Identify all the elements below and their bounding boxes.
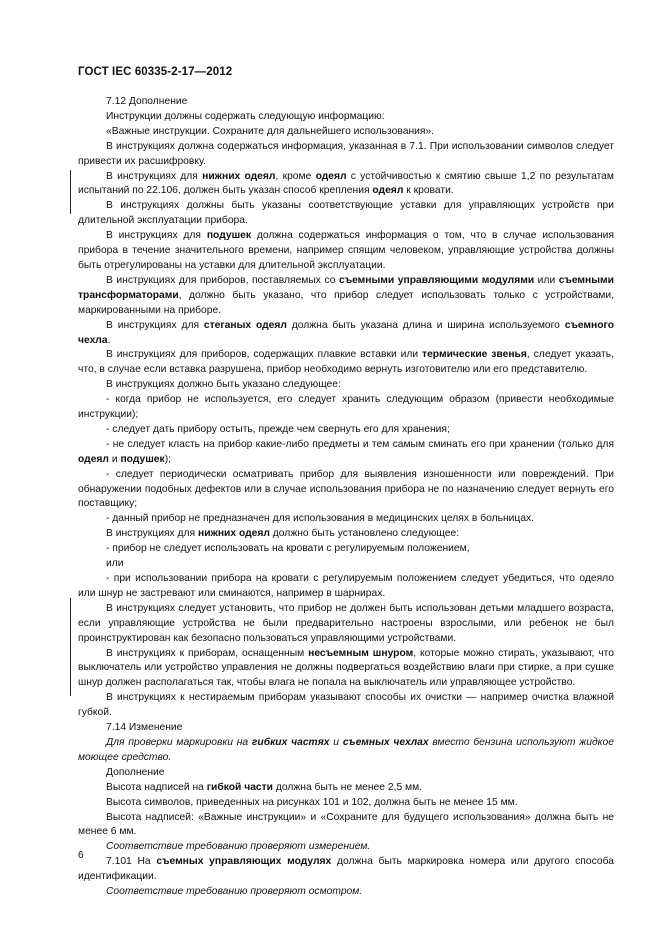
document-header: ГОСТ IEC 60335-2-17—2012 xyxy=(78,66,233,78)
paragraph: или xyxy=(106,558,124,570)
paragraph: Для проверки маркировки на гибких частях и съемных чехлах вместо бензина используют жидкое моющее средство. xyxy=(78,736,615,763)
paragraph: «Важные инструкции. Сохраните для дальнейшего использования». xyxy=(106,125,435,137)
paragraph: В инструкциях для приборов, поставляемых со съемными управляющими модулями или съемными трансформаторами, должно быть указано, что прибор следует использовать только с устройствами, маркированными на приборе. xyxy=(78,274,614,316)
list-item: - не следует класть на прибор какие-либо предметы и тем самым сминать его при хранении (только для одеял и подушек); xyxy=(78,438,614,465)
paragraph: Высота надписей: «Важные инструкции» и «Сохраните для будущего использования» должна быть не менее 6 мм. xyxy=(78,811,614,838)
section-heading: 7.14 Изменение xyxy=(106,722,183,734)
list-item: - при использовании прибора на кровати с регулируемым положением следует убедиться, что одеяло или шнур не застревают или сминаются, например в шарнирах. xyxy=(78,573,614,599)
paragraph: В инструкциях следует установить, что прибор не должен быть использован детьми младшего возраста, если управляющие устройства не были предварительно настроены взрослыми, или ребенок не был проинструктирован как безопасно пользоваться управляющими устройствами. xyxy=(78,602,614,644)
section-heading: 7.12 Дополнение xyxy=(106,96,188,107)
document-body xyxy=(78,95,614,900)
list-item: - следует периодически осматривать прибор для выявления изношенности или повреждений. При обнаружении подобных дефектов или в случае использования прибора не по назначению следует вернуть его поставщику; xyxy=(78,468,614,510)
paragraph: В инструкциях к приборам, оснащенным несъемным шнуром, которые можно стирать, указывают, что выключатель или устройство управления не должны подвергаться воздействию влаги при стирке, а при сушке шнур должен располагаться так, чтобы влага не попала на выключатель или управляющее устройство. xyxy=(78,647,615,689)
paragraph: В инструкциях для приборов, содержащих плавкие вставки или термические звенья, следует указать, что, в случае если вставка разрушена, прибор необходимо вернуть изготовителю или его представителю. xyxy=(78,349,614,376)
paragraph: Высота символов, приведенных на рисунках 101 и 102, должна быть не менее 15 мм. xyxy=(106,796,518,808)
paragraph: Инструкции должны содержать следующую информацию: xyxy=(106,110,385,122)
paragraph: В инструкциях для подушек должна содержаться информация о том, что в случае использования прибора в течение значительного времени, например спящим человеком, управляющие устройства должны быть отрегулированы на уставки для длительной эксплуатации. xyxy=(78,230,615,271)
page-number: 6 xyxy=(78,850,84,861)
list-item: - прибор не следует использовать на кровати с регулируемым положением, xyxy=(106,543,470,555)
paragraph: Дополнение xyxy=(106,766,165,778)
paragraph: В инструкциях для нижних одеял должно быть установлено следующее: xyxy=(106,528,460,540)
paragraph: Высота надписей на гибкой части должна быть не менее 2,5 мм. xyxy=(106,781,423,793)
change-bar xyxy=(70,598,71,696)
list-item: - следует дать прибору остыть, прежде чем свернуть его для хранения; xyxy=(106,423,450,435)
paragraph: В инструкциях должна содержаться информация, указанная в 7.1. При использовании символов следует привести их расшифровку. xyxy=(78,140,614,167)
change-bar xyxy=(70,170,71,214)
list-item: - когда прибор не используется, его следует хранить следующим образом (привести необходимые инструкции); xyxy=(78,394,614,421)
paragraph: Соответствие требованию проверяют осмотром. xyxy=(106,886,363,898)
paragraph: В инструкциях для нижних одеял, кроме одеял с устойчивостью к смятию свыше 1,2 по результатам испытаний по 22.106, должен быть указан способ крепления одеял к кровати. xyxy=(78,170,614,197)
list-item: - данный прибор не предназначен для использования в медицинских целях в больницах. xyxy=(106,513,535,525)
paragraph: В инструкциях должны быть указаны соответствующие уставки для управляющих устройств при длительной эксплуатации прибора. xyxy=(78,200,614,227)
paragraph: 7.101 На съемных управляющих модулях должна быть маркировка номера или другого способа идентификации. xyxy=(78,856,614,883)
paragraph: В инструкциях должно быть указано следующее: xyxy=(106,379,341,391)
paragraph: Соответствие требованию проверяют измерением. xyxy=(106,841,371,853)
paragraph: В инструкциях для стеганых одеял должна быть указана длина и ширина используемого съемного чехла. xyxy=(78,319,614,346)
paragraph: В инструкциях к нестираемым приборам указывают способы их очистки — например очистка влажной губкой. xyxy=(78,692,614,719)
